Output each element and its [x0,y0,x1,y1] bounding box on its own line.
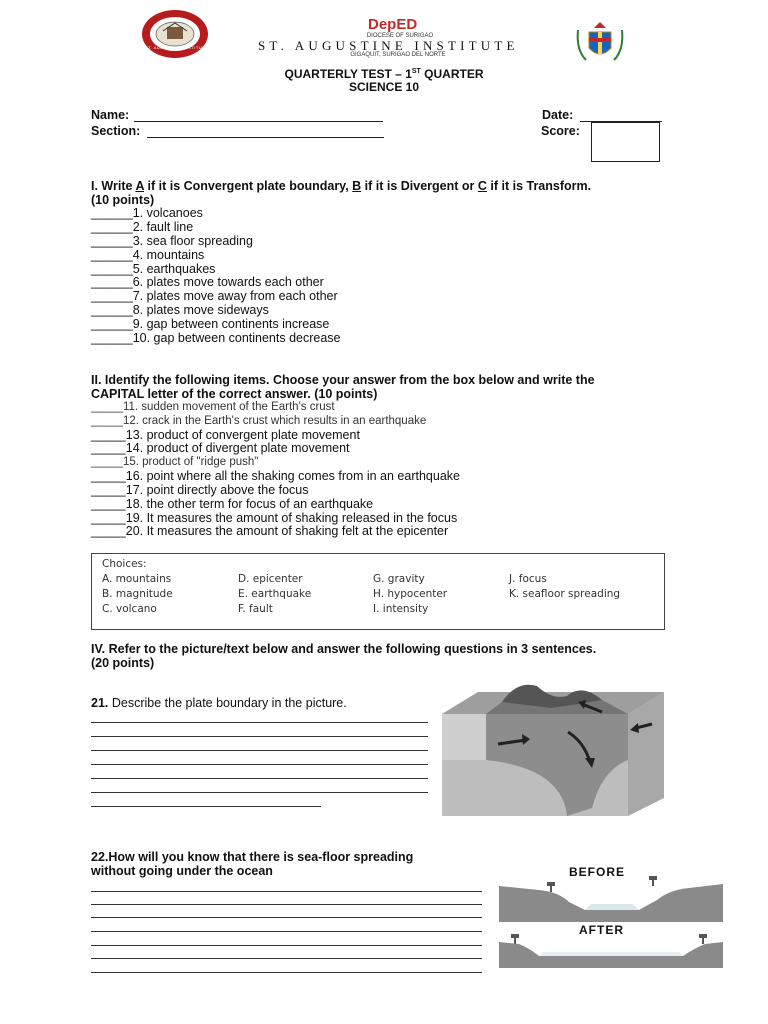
after-diagram [499,922,723,968]
plate-boundary-diagram [442,678,664,816]
question-item: _____11. sudden movement of the Earth's crust [91,401,335,413]
answer-line[interactable] [91,958,482,959]
choices-box [91,553,665,630]
answer-line[interactable] [91,736,428,737]
part1-points: (10 points) [91,193,155,207]
choice-item: B. magnitude [102,588,173,600]
part4-instructions-line2: (20 points) [91,656,155,670]
answer-line[interactable] [91,917,482,918]
choices-title: Choices: [102,558,147,570]
answer-line[interactable] [91,904,482,905]
question-item: ______2. fault line [91,220,194,234]
question-item: _____15. product of "ridge push" [91,456,259,468]
question-item: _____14. product of divergent plate movement [91,441,350,455]
deped-logo: DepED [368,16,418,33]
score-box[interactable] [591,122,660,162]
school-seal-logo [141,9,209,59]
question-item: _____18. the other term for focus of an earthquake [91,497,374,511]
date-label: Date: [542,108,574,122]
question-22-line1: 22.How will you know that there is sea-floor spreading [91,850,414,864]
name-label: Name: [91,108,130,122]
choice-item: G. gravity [373,573,425,585]
question-item: ______9. gap between continents increase [91,317,330,331]
answer-line[interactable] [91,792,428,793]
seal-text: ST. AUGUSTINE INSTITUTE [145,45,209,50]
answer-line[interactable] [91,778,428,779]
test-title: QUARTERLY TEST – 1ST QUARTER SCIENCE 10 [284,67,484,94]
choice-item: D. epicenter [238,573,303,585]
choice-item: H. hypocenter [373,588,448,600]
part1-instructions: I. Write A if it is Convergent plate boundary, B if it is Divergent or C if it is Transform. [91,179,592,193]
after-label: AFTER [579,923,624,937]
question-item: ______4. mountains [91,248,205,262]
question-21: 21. Describe the plate boundary in the picture. [91,696,347,710]
question-item: _____19. It measures the amount of shaking released in the focus [91,511,458,525]
question-item: _____20. It measures the amount of shaking felt at the epicenter [91,524,449,538]
section-label: Section: [91,124,141,138]
question-item: ______5. earthquakes [91,262,216,276]
answer-line[interactable] [91,931,482,932]
answer-line[interactable] [91,764,428,765]
choice-item: F. fault [238,603,273,615]
before-diagram [499,864,723,922]
choice-item: K. seafloor spreading [509,588,621,600]
question-item: _____17. point directly above the focus [91,483,309,497]
before-label: BEFORE [569,865,626,879]
school-address: GIGAQUIT, SURIGAO DEL NORTE [350,52,446,58]
answer-line[interactable] [91,750,428,751]
answer-line[interactable] [91,945,482,946]
question-item: _____13. product of convergent plate movement [91,428,360,442]
question-item: _____16. point where all the shaking comes from in an earthquake [91,469,460,483]
name-field[interactable] [134,121,383,122]
question-item: ______6. plates move towards each other [91,275,324,289]
question-item: ______1. volcanoes [91,206,203,220]
question-22-line2: without going under the ocean [91,864,273,878]
choice-item: A. mountains [102,573,172,585]
answer-line[interactable] [91,972,482,973]
choice-item: I. intensity [373,603,429,615]
diocese-text: DIOCESE OF SURIGAO [366,33,434,39]
part2-instructions-line2: CAPITAL letter of the correct answer. (10 points) [91,387,378,401]
choice-item: E. earthquake [238,588,312,600]
question-item: ______10. gap between continents decrease [91,331,341,345]
diocese-coat-of-arms-logo [572,20,628,66]
choice-item: J. focus [509,573,547,585]
score-label: Score: [541,124,580,138]
question-item: _____12. crack in the Earth's crust which results in an earthquake [91,415,427,427]
part2-instructions-line1: II. Identify the following items. Choose your answer from the box below and write the [91,373,595,387]
choice-item: C. volcano [102,603,157,615]
section-field[interactable] [147,137,384,138]
answer-line[interactable] [91,722,428,723]
answer-line[interactable] [91,806,321,807]
school-name: ST. AUGUSTINE INSTITUTE [258,38,519,53]
question-item: ______7. plates move away from each other [91,289,338,303]
answer-line[interactable] [91,891,482,892]
question-item: ______8. plates move sideways [91,303,269,317]
part4-instructions-line1: IV. Refer to the picture/text below and answer the following questions in 3 sentences. [91,642,597,656]
question-item: ______3. sea floor spreading [91,234,253,248]
